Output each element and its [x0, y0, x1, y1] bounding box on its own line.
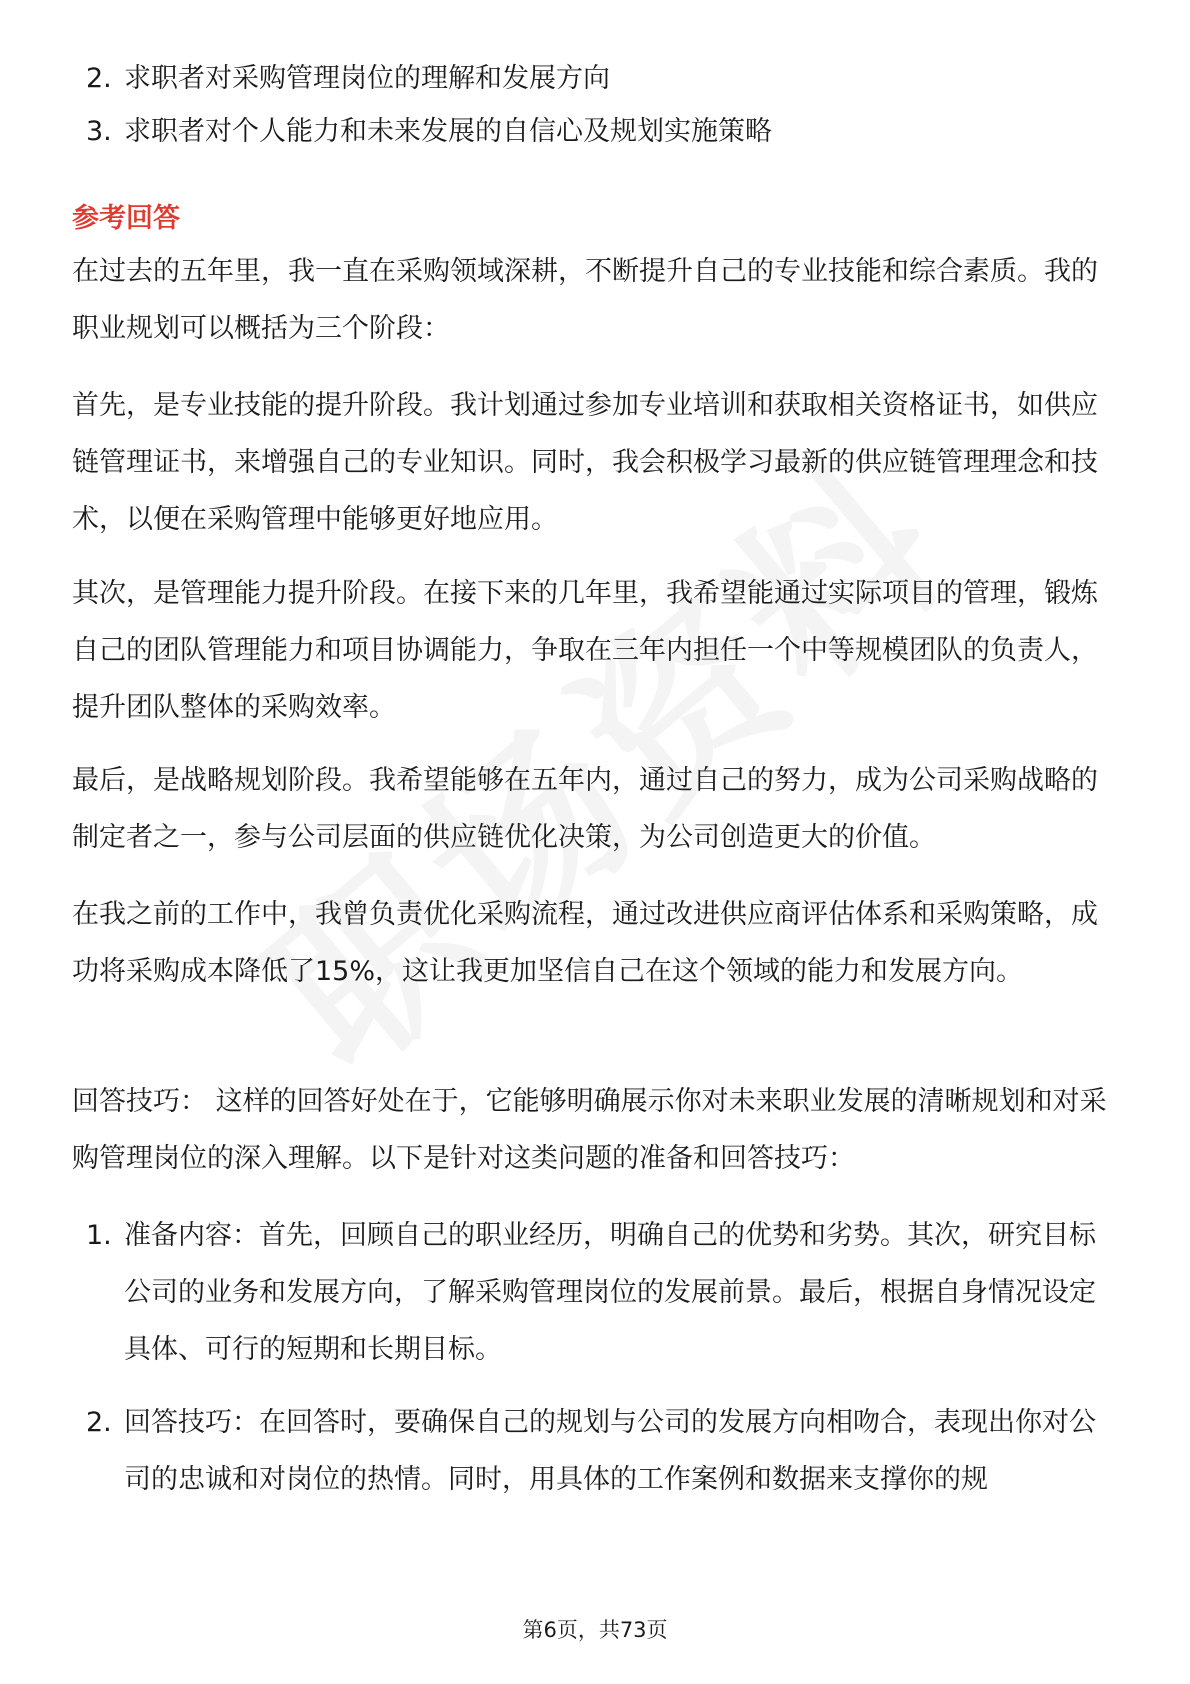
paragraph-stage-one: 首先，是专业技能的提升阶段。我计划通过参加专业培训和获取相关资格证书，如供应链管理证书，来增强自己的专业知识。同时，我会积极学习最新的供应链管理理念和技术，以便在采购管理中能够更好地应用。: [72, 390, 1098, 535]
list-item: [72, 1207, 1122, 1378]
list-number: 2.: [86, 1407, 112, 1438]
paragraph-experience: 在我之前的工作中，我曾负责优化采购流程，通过改进供应商评估体系和采购策略，成功将采购成本降低了15%，这让我更加坚信自己在这个领域的能力和发展方向。: [72, 899, 1098, 987]
list-number: 3.: [86, 116, 112, 147]
list-item: [72, 1394, 1122, 1508]
page-footer: 第6页，共73页: [522, 1618, 668, 1642]
list-item: [72, 50, 1122, 107]
answer-heading: 参考回答: [72, 203, 180, 234]
paragraph-stage-two: 其次，是管理能力提升阶段。在接下来的几年里，我希望能通过实际项目的管理，锻炼自己的团队管理能力和项目协调能力，争取在三年内担任一个中等规模团队的负责人，提升团队整体的采购效率。: [72, 578, 1098, 723]
list-text: 回答技巧：在回答时，要确保自己的规划与公司的发展方向相吻合，表现出你对公司的忠诚和对岗位的热情。同时，用具体的工作案例和数据来支撑你的规: [124, 1407, 1096, 1495]
list-text: 求职者对采购管理岗位的理解和发展方向: [124, 63, 610, 94]
list-text: 准备内容：首先，回顾自己的职业经历，明确自己的优势和劣势。其次，研究目标公司的业务和发展方向，了解采购管理岗位的发展前景。最后，根据自身情况设定具体、可行的短期和长期目标。: [124, 1220, 1096, 1365]
paragraph-stage-three: 最后，是战略规划阶段。我希望能够在五年内，通过自己的努力，成为公司采购战略的制定者之一，参与公司层面的供应链优化决策，为公司创造更大的价值。: [72, 765, 1098, 853]
paragraph-answer-tips: 回答技巧： 这样的回答好处在于，它能够明确展示你对未来职业发展的清晰规划和对采购管理岗位的深入理解。以下是针对这类问题的准备和回答技巧：: [72, 1086, 1107, 1174]
list-number: 2.: [86, 63, 112, 94]
list-number: 1.: [86, 1220, 112, 1251]
list-item: [72, 103, 1122, 160]
list-text: 求职者对个人能力和未来发展的自信心及规划实施策略: [124, 116, 772, 147]
paragraph-intro: 在过去的五年里，我一直在采购领域深耕，不断提升自己的专业技能和综合素质。我的职业规划可以概括为三个阶段：: [72, 256, 1098, 344]
